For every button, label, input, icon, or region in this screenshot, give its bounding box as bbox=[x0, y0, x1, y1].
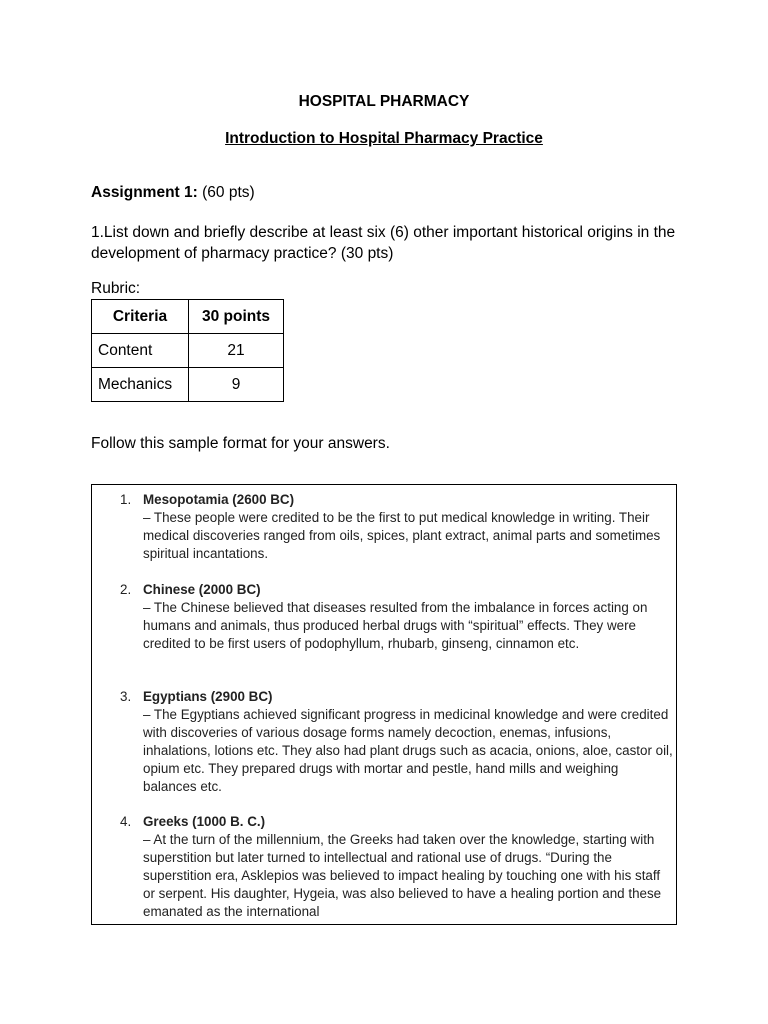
assignment-label: Assignment 1: bbox=[91, 184, 198, 201]
rubric-table bbox=[91, 299, 284, 402]
assignment-points: (60 pts) bbox=[202, 184, 255, 201]
rubric-header-points: 30 points bbox=[189, 300, 284, 334]
list-number: 4. bbox=[120, 814, 132, 829]
rubric-criteria-cell: Mechanics bbox=[92, 368, 189, 402]
rubric-criteria-cell: Content bbox=[92, 334, 189, 368]
rubric-label: Rubric: bbox=[91, 280, 141, 297]
list-item-text: – The Chinese believed that diseases resulted from the imbalance in forces acting on humans and animals, thus produced herbal drugs with “spiritual” effects. They were credited to be first users of podophyllum, rhubarb, ginseng, cinnamon etc. bbox=[143, 600, 648, 651]
list-item-heading: Chinese (2000 BC) bbox=[143, 582, 261, 597]
rubric-row bbox=[92, 368, 284, 402]
rubric-points-cell: 9 bbox=[189, 368, 284, 402]
sample-answer-box bbox=[91, 484, 677, 925]
assignment-heading bbox=[91, 184, 255, 202]
list-item-text: – At the turn of the millennium, the Greeks had taken over the knowledge, starting with superstition but later turned to intellectual and rational use of drugs. “During the superstition era, Asklepios was believed to impact healing by touching one with his staff or serpent. His daughter, Hygeia, was also believed to have a healing portion and these emanated as the international bbox=[143, 832, 662, 919]
list-item-text: – The Egyptians achieved significant progress in medicinal knowledge and were credited with discoveries of various dosage forms namely decoction, enemas, infusions, inhalations, lotions etc. They also had plant drugs such as acacia, onions, aloe, castor oil, opium etc. They prepared drugs with mortar and pestle, hand mills and weighing balances etc. bbox=[143, 707, 673, 794]
rubric-points-cell: 21 bbox=[189, 334, 284, 368]
instruction-text: Follow this sample format for your answers. bbox=[91, 435, 390, 452]
list-number: 1. bbox=[120, 492, 132, 507]
rubric-header-criteria: Criteria bbox=[92, 300, 189, 334]
list-item-body bbox=[143, 688, 673, 796]
list-item-text: – These people were credited to be the first to put medical knowledge in writing. Their medical discoveries ranged from oils, spices, plant extract, animal parts and sometimes spiritual incantations. bbox=[143, 510, 661, 561]
document-subtitle: Introduction to Hospital Pharmacy Practice bbox=[225, 130, 543, 147]
list-item-body bbox=[143, 581, 673, 653]
rubric-header-row bbox=[92, 300, 284, 334]
list-number: 3. bbox=[120, 689, 132, 704]
list-item-heading: Mesopotamia (2600 BC) bbox=[143, 492, 295, 507]
list-item-heading: Egyptians (2900 BC) bbox=[143, 689, 273, 704]
document-title: HOSPITAL PHARMACY bbox=[298, 93, 470, 110]
list-item-heading: Greeks (1000 B. C.) bbox=[143, 814, 266, 829]
list-number: 2. bbox=[120, 582, 132, 597]
rubric-row bbox=[92, 334, 284, 368]
list-item-body bbox=[143, 813, 673, 921]
list-item-body bbox=[143, 491, 673, 563]
question-text: 1.List down and briefly describe at least six (6) other important historical origins in the development of pharmacy practice? (30 pts) bbox=[91, 224, 676, 262]
